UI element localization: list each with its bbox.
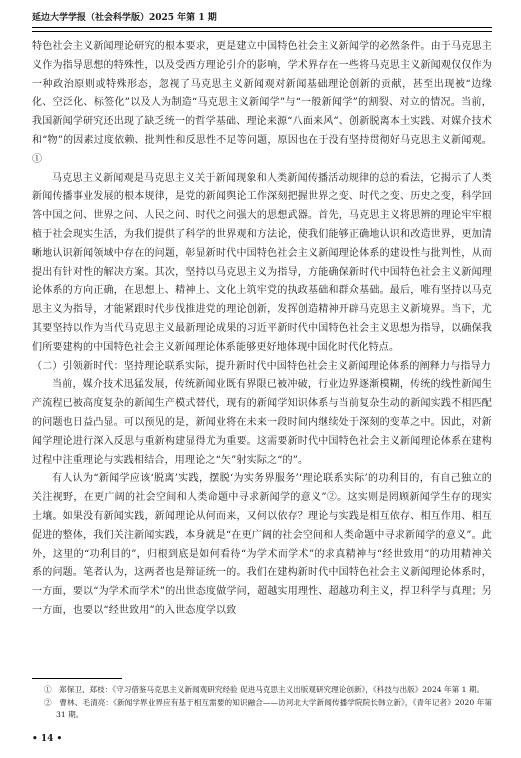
section-subheading: （二）引领新时代：坚持理论联系实际，提升新时代中国特色社会主义新闻理论体系的阐释力与指导力	[32, 360, 491, 372]
page-number: • 14 •	[32, 734, 63, 744]
footnotes	[32, 684, 492, 722]
body-paragraph: 特色社会主义新闻理论研究的根本要求，更是建立中国特色社会主义新闻学的必然条件。由于马克思主义作为指导思想的特殊性，以及受西方理论引介的影响，学术界存在一些将马克思主义新闻观仅仅作为一种政治原则或特殊形态，忽视了马克思主义新闻观对新闻基础理论创新的贡献，甚至出现被“边缘化、空泛化、标签化”以及人为制造“马克思主义新闻学”与“一般新闻学”的割裂、对立的情况。当前，我国新闻学研究还出现了缺乏统一的哲学基础、理论来源“八面来风”、创新脱离本土实践、对媒介技术和“物”的因素过度依赖、批判性和反思性不足等问题，原因也在于没有坚持贯彻好马克思主义新闻观。①	[32, 41, 492, 165]
article-body	[32, 38, 492, 621]
body-paragraph: 马克思主义新闻观是马克思主义关于新闻现象和人类新闻传播活动规律的总的看法，它揭示了人类新闻传播事业发展的根本规律，是党的新闻舆论工作深刻把握世界之变、时代之变、历史之变，科学回答中国之问、世界之问、人民之问、时代之问强大的思想武器。首先，马克思主义将思辨的理论牢牢根植于社会现实生活，为我们提供了科学的世界观和方法论，使我们能够正确地认识和改造世界，更加清晰地认识新闻领域中存在的问题，彰显新时代中国特色社会主义新闻理论体系的建设性与批判性，从而提出有针对性的解决方案。其次，坚持以马克思主义为指导，方能确保新时代中国特色社会主义新闻理论体系的方向正确，在思想上、精神上、文化上筑牢党的执政基础和群众基础。最后，唯有坚持以马克思主义为指导，才能紧跟时代步伐推进党的理论创新，发挥创造精神开辟马克思主义新境界。当下，尤其要坚持以作为当代马克思主义最新理论成果的习近平新时代中国特色社会主义思想为指导，以确保我们所要建构的中国特色社会主义新闻理论体系能够更好地体现中国化时代化特点。	[32, 172, 492, 353]
body-paragraph: 有人认为“新闻学应该‘脱离’实践，摆脱‘为实务界服务’‘理论联系实际’的功利目的，有自己独立的关注视野，在更广阔的社会空间和人类命题中寻求新闻学的意义”②。这实则是罔顾新闻学生存的现实土壤。如果没有新闻实践，新闻理论从何而来，又何以依存？理论与实践是相互依存、相互作用、相互促进的整体，我们关注新闻实践，本身就是“在更广阔的社会空间和人类命题中寻求新闻学的意义”。此外，这里的“功利目的”，归根到底是如何看待“为学术而学术”的求真精神与“经世致用”的功用精神关系的问题。笔者认为，这两者也是辩证统一的。我们在建构新时代中国特色社会主义新闻理论体系时，一方面，要以“为学术而学术”的出世态度做学问，超越实用理性、超越功利主义，捍卫科学与真理；另一方面，也要以“经世致用”的入世态度学以致	[32, 473, 492, 616]
footnote-separator	[32, 678, 122, 679]
header-rule-thin	[32, 31, 492, 32]
header-rule-thick	[32, 27, 492, 28]
footnote-2: ② 曹林、毛清亮：《新闻学界业界应有基于相互需要的知识融合——访河北大学新闻传播学院院长韩立新》，《青年记者》2020 年第 31 期。	[44, 697, 492, 719]
body-paragraph: 当前，媒介技术迅猛发展，传统新闻业既有界限已被冲破，行业边界逐渐模糊，传统的线性新闻生产流程已被高度复杂的新闻生产模式替代，现有的新闻学知识体系与当前复杂生动的新闻实践不相匹配的问题也日益凸显。可以预见的是，新闻业将在未来一段时间内继续处于深刻的变革之中。因此，对新闻学理论进行深入反思与重新构建显得尤为重要。这需要新时代中国特色社会主义新闻理论体系在建构过程中注重理论与实践相结合，用理论之“矢”射实际之“的”。	[32, 379, 492, 466]
footnote-1: ① 郑保卫、郑枝：《守习借鉴马克思主义新闻观研究经验 促进马克思主义出版观研究理论创新》，《科技与出版》2024 年第 1 期。	[44, 685, 485, 694]
running-head: 延边大学学报（社会科学版）2025 年第 1 期	[32, 13, 217, 23]
